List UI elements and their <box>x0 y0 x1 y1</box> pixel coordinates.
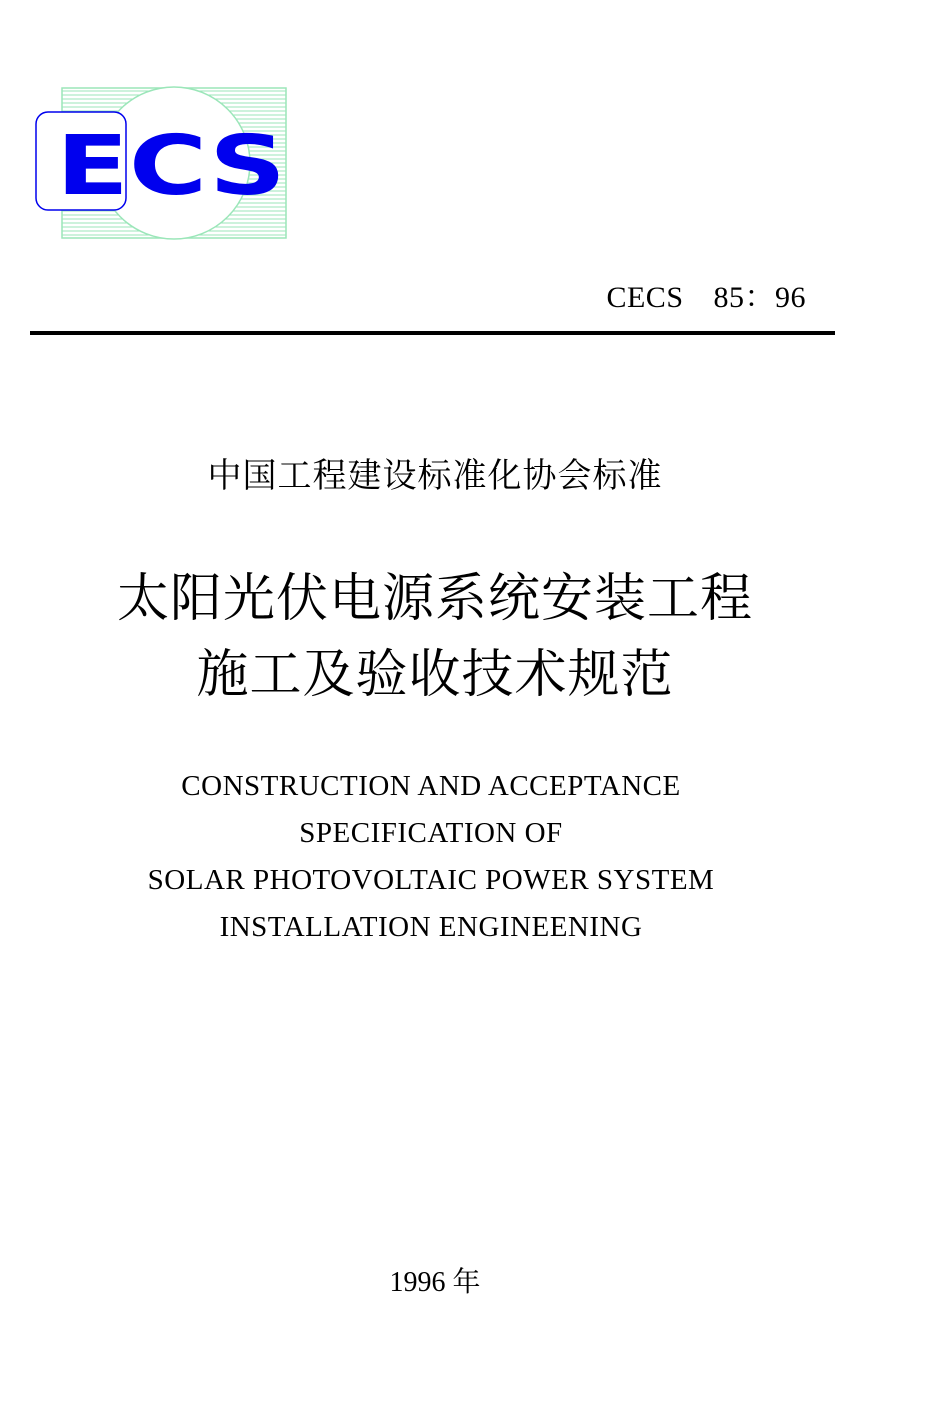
standard-code-prefix: CECS <box>606 281 684 314</box>
standard-code-number: 85：96 <box>713 281 806 314</box>
title-en-line-4: INSTALLATION ENGINEENING <box>219 911 643 943</box>
publication-year: 1996 年 <box>389 1267 481 1298</box>
ecs-logo <box>34 86 290 240</box>
ecs-logo-graphic <box>34 86 290 240</box>
title-zh-line-2: 施工及验收技术规范 <box>196 645 674 705</box>
standard-code <box>606 272 806 316</box>
title-en-line-3: SOLAR PHOTOVOLTAIC POWER SYSTEM <box>147 864 715 896</box>
logo-text: ECS <box>56 119 286 214</box>
divider-rule <box>30 331 835 335</box>
title-en-line-2: SPECIFICATION OF <box>299 817 563 849</box>
title-en-line-1: CONSTRUCTION AND ACCEPTANCE <box>181 770 681 802</box>
association-name: 中国工程建设标准化协会标准 <box>207 456 663 496</box>
title-zh-line-1: 太阳光伏电源系统安装工程 <box>116 569 753 629</box>
